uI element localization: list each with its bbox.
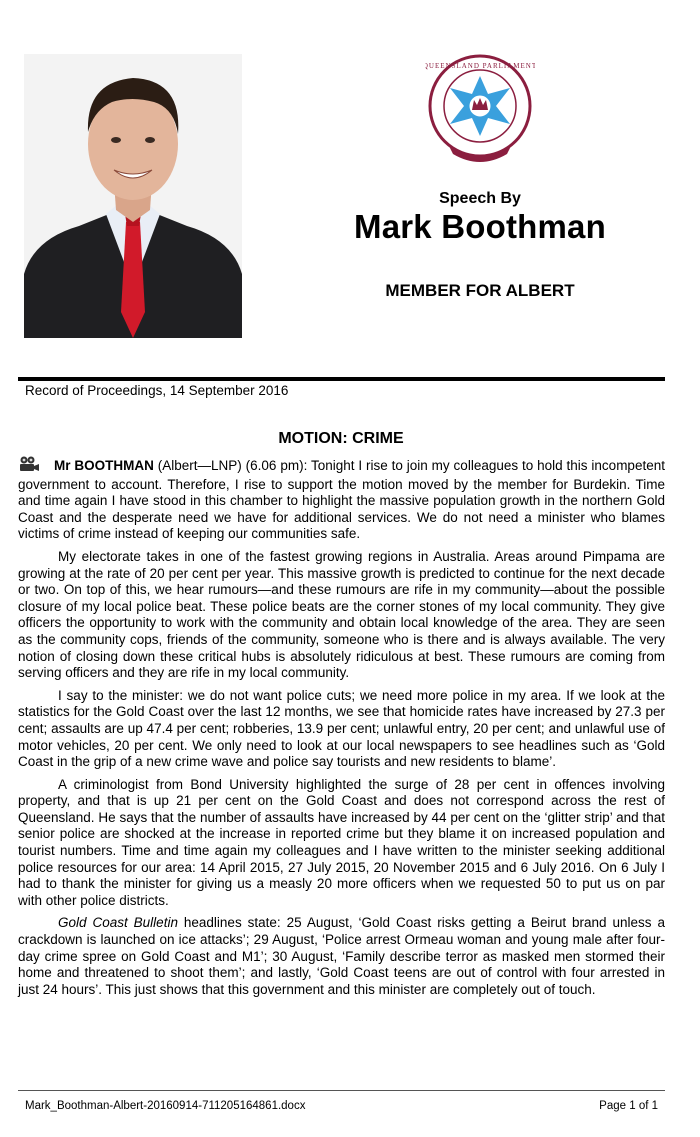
speech-body	[18, 456, 665, 1004]
seal-text: QUEENSLAND PARLIAMENT	[425, 62, 535, 70]
video-camera-icon[interactable]	[18, 456, 40, 477]
speech-by-label: Speech By	[439, 190, 521, 207]
electorate-label: MEMBER FOR ALBERT	[385, 281, 575, 300]
paragraph-text: headlines state: 25 August, ‘Gold Coast risks getting a Beirut brand unless a crackdown is launched on ice attacks’; 29 August, ‘Police arrest Ormeau woman and young male after four-day crime spree on Gold Coast and M1’; 30 August, ‘Family describe terror as masked men stormed their home and threatened to shoot them’; and lastly, ‘Gold Coast teens are out of control with four arrested in just 24 hours’. This just shows that this government and this minister are completely out of touch.	[18, 915, 665, 997]
speaker-portrait	[24, 54, 242, 338]
footer-filename: Mark_Boothman-Albert-20160914-711205164861.docx	[25, 1100, 306, 1112]
footer-page-number: Page 1 of 1	[599, 1100, 658, 1112]
footer-divider	[18, 1090, 665, 1091]
speech-paragraph	[18, 915, 665, 998]
speech-paragraph: I say to the minister: we do not want police cuts; we need more police in my area. If we look at the statistics for the Gold Coast over the last 12 months, we see that homicide rates have increased by 27.3 per cent; assaults are up 47.4 per cent; robberies, 13.9 per cent; unlawful entry, 20 per cent; and unlawful use of motor vehicles, 20 per cent. We only need to look at our local newspapers to see headlines such as ‘Gold Coast in the grip of a new crime wave and police say tourists and new residents to blame’.	[18, 687, 665, 770]
speaker-tag: Mr BOOTHMAN	[54, 458, 154, 473]
record-of-proceedings: Record of Proceedings, 14 September 2016	[25, 383, 289, 398]
paragraph-text: Tonight I rise to join my colleagues to hold this incompetent government to account. Therefore, I rise to support the motion moved by the member for Burdekin. Time and time again I have stood in this chamber to highlight the massive population growth in the northern Gold Coast and the desperate need we have for additional services. We do not need a minister who blames victims of crime instead of keeping our communities safe.	[18, 458, 665, 542]
speech-paragraph: My electorate takes in one of the fastest growing regions in Australia. Areas around Pimpama are growing at the rate of 20 per cent per year. This massive growth is predicted to continue for the next decade or two. On top of this, we hear rumours—and these rumours are rife in my community—about the possible closure of my local police beat. These police beats are the corner stones of my local community. They give officers the opportunity to work with the community and obtain local knowledge of the area. They are seen as the community cops, friends of the community, someone who is there and is always available. The very notion of closing down these critical hubs is absolutely ridiculous at best. These rumours are coming from serving officers and they are rife in my local community.	[18, 548, 665, 681]
publication-name: Gold Coast Bulletin	[58, 915, 178, 931]
speech-paragraph: A criminologist from Bond University highlighted the surge of 28 per cent in offences involving property, and that is up 21 per cent on the Gold Coast and does not correspond across the rest of Queensland. He says that the number of assaults have increased by 44 per cent on the ‘glitter strip’ and that senior police are shocked at the increase in reported crime but they blame it on increased population and tourist numbers. Time and time again my colleagues and I have written to the minister seeking additional police resources for our area: 14 April 2015, 27 July 2015, 20 November 2015 and 6 July 2016. On 6 July I had to thank the minister for giving us a measly 20 more officers when we requested 50 to put us on par with other police districts.	[18, 776, 665, 908]
header-divider	[18, 377, 665, 381]
motion-title: MOTION: CRIME	[278, 430, 404, 447]
speaker-name: Mark Boothman	[354, 208, 606, 245]
speaker-detail: (Albert—LNP) (6.06 pm):	[153, 458, 311, 473]
parliament-seal-logo	[425, 54, 535, 166]
speech-paragraph	[18, 456, 665, 543]
